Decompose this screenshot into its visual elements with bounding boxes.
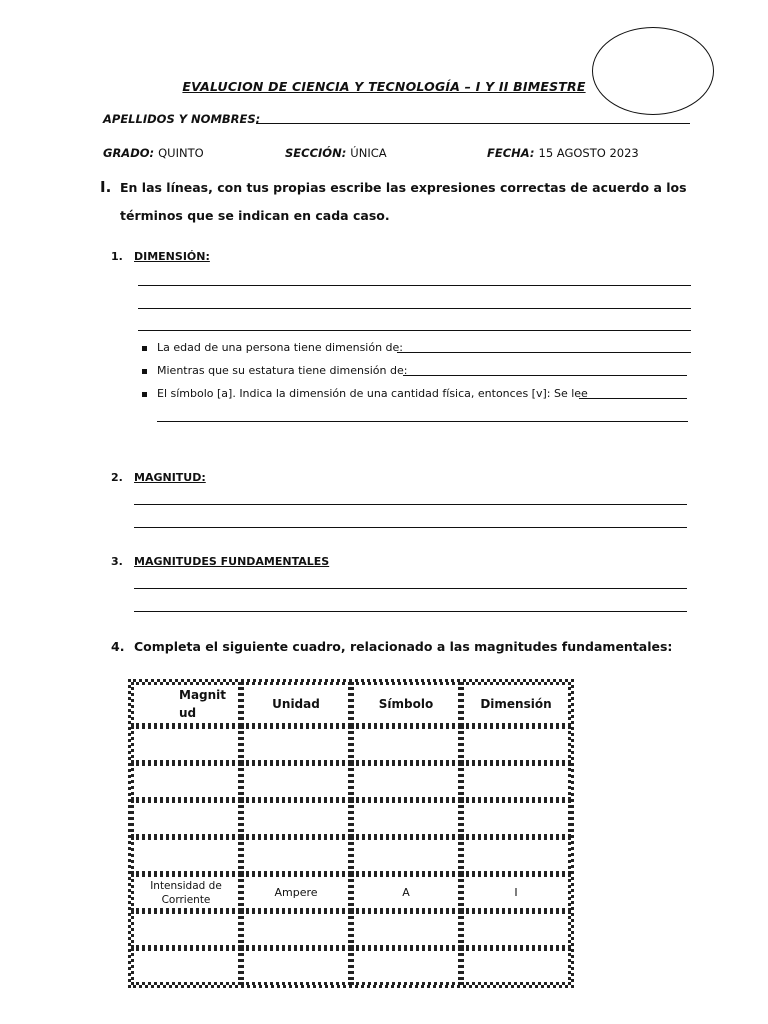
bullet-text-1: La edad de una persona tiene dimensión de: bbox=[157, 341, 404, 354]
fecha-row bbox=[487, 142, 639, 161]
table-cell[interactable] bbox=[461, 911, 571, 948]
table-row bbox=[131, 948, 571, 985]
section-2-title: MAGNITUD: bbox=[134, 471, 206, 484]
question-4-text: Completa el siguiente cuadro, relacionado a las magnitudes fundamentales: bbox=[134, 639, 673, 654]
table-cell[interactable] bbox=[351, 726, 461, 763]
grado-label: GRADO: bbox=[103, 146, 155, 160]
table-row bbox=[131, 763, 571, 800]
grado-row bbox=[103, 142, 204, 161]
apellidos-label: APELLIDOS Y NOMBRES: bbox=[103, 112, 261, 126]
table-cell[interactable] bbox=[351, 911, 461, 948]
answer-line[interactable] bbox=[138, 330, 691, 331]
section-3-title: MAGNITUDES FUNDAMENTALES bbox=[134, 555, 330, 568]
table-cell[interactable] bbox=[351, 800, 461, 837]
part-instruction bbox=[120, 174, 691, 230]
table-cell[interactable] bbox=[351, 837, 461, 874]
table-cell-simbolo: A bbox=[351, 874, 461, 911]
bullet-icon bbox=[142, 369, 147, 374]
table-cell[interactable] bbox=[241, 763, 351, 800]
table-cell[interactable] bbox=[351, 763, 461, 800]
grade-oval bbox=[592, 27, 714, 115]
grado-value: QUINTO bbox=[158, 146, 204, 160]
answer-line[interactable] bbox=[134, 504, 687, 505]
seccion-value: ÚNICA bbox=[350, 146, 387, 160]
bullet-answer-line[interactable] bbox=[157, 421, 688, 422]
question-4-number: 4. bbox=[111, 639, 125, 654]
table-cell[interactable] bbox=[461, 763, 571, 800]
section-1-number: 1. bbox=[111, 250, 123, 263]
table-cell[interactable] bbox=[461, 948, 571, 985]
answer-line[interactable] bbox=[134, 611, 687, 612]
table-row bbox=[131, 874, 571, 911]
table-cell-unidad: Ampere bbox=[241, 874, 351, 911]
table-cell[interactable] bbox=[351, 948, 461, 985]
table-cell-dimension: I bbox=[461, 874, 571, 911]
table-cell[interactable] bbox=[461, 837, 571, 874]
answer-line[interactable] bbox=[138, 285, 691, 286]
header-simbolo: Símbolo bbox=[351, 682, 461, 726]
table-cell[interactable] bbox=[241, 837, 351, 874]
section-2-number: 2. bbox=[111, 471, 123, 484]
fecha-label: FECHA: bbox=[487, 146, 535, 160]
section-1-title: DIMENSIÓN: bbox=[134, 250, 210, 263]
table-cell[interactable] bbox=[241, 948, 351, 985]
bullet-answer-line[interactable] bbox=[397, 352, 691, 353]
seccion-row bbox=[285, 142, 387, 161]
bullet-answer-line[interactable] bbox=[403, 375, 687, 376]
apellidos-field-line[interactable] bbox=[256, 123, 690, 124]
table-cell[interactable] bbox=[131, 948, 241, 985]
table-row bbox=[131, 800, 571, 837]
table-cell[interactable] bbox=[131, 911, 241, 948]
exam-title: EVALUCION DE CIENCIA Y TECNOLOGÍA – I Y II BIMESTRE bbox=[182, 79, 586, 94]
header-unidad: Unidad bbox=[241, 682, 351, 726]
table-cell[interactable] bbox=[241, 911, 351, 948]
seccion-label: SECCIÓN: bbox=[285, 146, 347, 160]
answer-line[interactable] bbox=[134, 588, 687, 589]
bullet-icon bbox=[142, 392, 147, 397]
section-3-number: 3. bbox=[111, 555, 123, 568]
table-cell[interactable] bbox=[131, 837, 241, 874]
bullet-text-2: Mientras que su estatura tiene dimensión de: bbox=[157, 364, 408, 377]
instruction-line-1: En las líneas, con tus propias escribe las expresiones correctas de acuerdo a los bbox=[120, 180, 687, 195]
answer-line[interactable] bbox=[138, 308, 691, 309]
header-dimension: Dimensión bbox=[461, 682, 571, 726]
table-cell[interactable] bbox=[461, 800, 571, 837]
table-cell[interactable] bbox=[241, 726, 351, 763]
table-cell[interactable] bbox=[131, 800, 241, 837]
fecha-value: 15 AGOSTO 2023 bbox=[538, 146, 639, 160]
table-row bbox=[131, 911, 571, 948]
instruction-line-2: términos que se indican en cada caso. bbox=[120, 208, 390, 223]
table-cell[interactable] bbox=[131, 726, 241, 763]
answer-line[interactable] bbox=[134, 527, 687, 528]
table-cell-magnitud bbox=[131, 874, 241, 911]
bullet-answer-line[interactable] bbox=[579, 398, 687, 399]
bullet-text-3: El símbolo [a]. Indica la dimensión de una cantidad física, entonces [v]: Se lee bbox=[157, 387, 588, 400]
table-cell[interactable] bbox=[131, 763, 241, 800]
header-magnitud-text: Magnit ud bbox=[179, 688, 227, 720]
part-numeral: I. bbox=[100, 178, 112, 196]
table-cell[interactable] bbox=[241, 800, 351, 837]
table-cell[interactable] bbox=[461, 726, 571, 763]
table-header-row bbox=[131, 682, 571, 726]
magnitudes-table bbox=[128, 679, 574, 988]
bullet-icon bbox=[142, 346, 147, 351]
table-row bbox=[131, 726, 571, 763]
table-row bbox=[131, 837, 571, 874]
cell-text: Intensidad de Corriente bbox=[150, 879, 222, 906]
header-magnitud bbox=[131, 682, 241, 726]
